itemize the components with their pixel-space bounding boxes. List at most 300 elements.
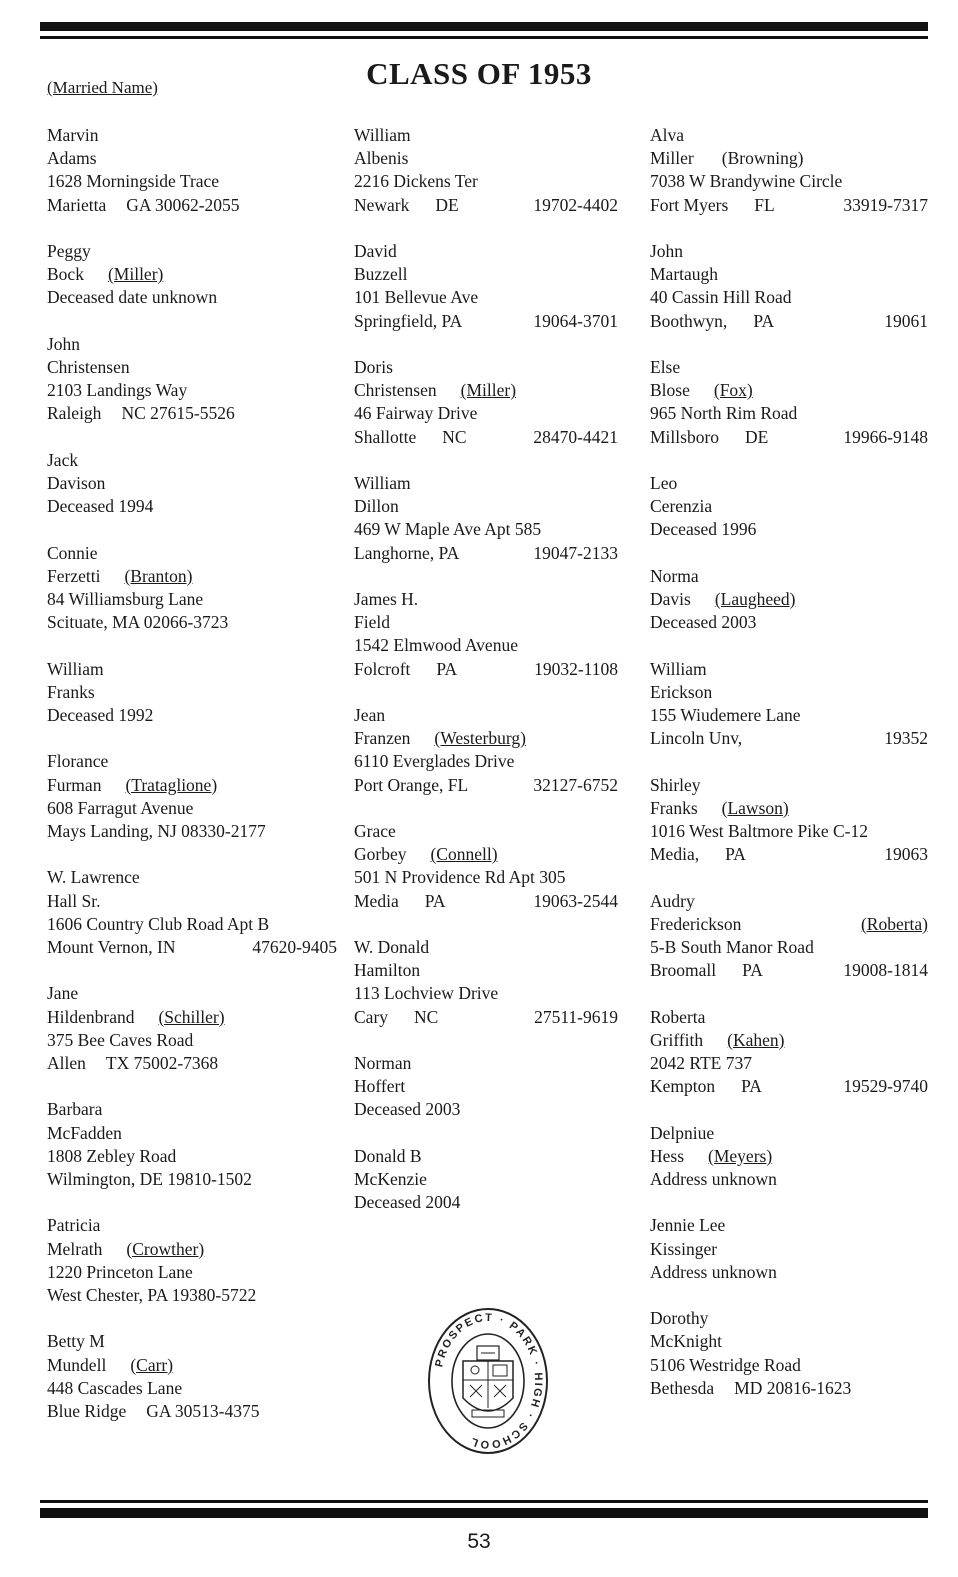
column-right <box>650 124 928 1423</box>
city-state-zip-line <box>47 1052 337 1075</box>
first-name: Jane <box>47 983 79 1004</box>
state: DE <box>745 426 769 447</box>
married-name: (Carr) <box>130 1354 174 1375</box>
first-name-line <box>47 240 337 263</box>
married-name: (Miller) <box>460 380 517 401</box>
last-name: Furman <box>47 774 102 795</box>
last-name-line <box>650 1330 928 1353</box>
city: Mount Vernon, IN <box>47 937 176 957</box>
last-name-line <box>47 1122 337 1145</box>
street-or-status: Address unknown <box>650 1261 777 1282</box>
last-name-line <box>354 495 618 518</box>
zip-code: 33919-7317 <box>843 194 928 215</box>
bottom-rule-thin <box>40 1500 928 1503</box>
first-name: John <box>650 241 684 261</box>
first-name: Donald B <box>354 1145 422 1166</box>
address-line <box>354 750 618 773</box>
first-name: Peggy <box>47 241 91 261</box>
first-name: Connie <box>47 542 98 563</box>
address-line <box>650 170 928 193</box>
city: Mays Landing, NJ 08330-2177 <box>47 821 266 841</box>
address-line <box>650 286 928 309</box>
street-or-status: 2103 Landings Way <box>47 380 188 401</box>
last-name-line <box>47 356 337 379</box>
alumni-entry <box>354 1145 618 1215</box>
last-name-line <box>47 890 337 913</box>
address-line <box>650 518 928 541</box>
married-name: (Fox) <box>713 380 753 401</box>
first-name: William <box>47 658 104 679</box>
alumni-entry <box>650 356 928 449</box>
first-name: Alva <box>650 125 685 145</box>
street-or-status: 84 Williamsburg Lane <box>47 589 204 609</box>
alumni-entry <box>47 658 337 728</box>
first-name-line <box>47 1098 337 1121</box>
last-name-line <box>354 843 618 866</box>
city: Kempton <box>650 1076 716 1097</box>
last-name: Dillon <box>354 496 399 517</box>
city-state-zip-line <box>354 1006 618 1029</box>
state: GA 30062-2055 <box>126 194 240 215</box>
city: Langhorne, PA <box>354 542 460 563</box>
first-name: Florance <box>47 751 109 772</box>
married-name: (Schiller) <box>158 1006 225 1027</box>
zip-code: 19032-1108 <box>534 658 618 679</box>
alumni-entry <box>354 704 618 797</box>
last-name: Hoffert <box>354 1076 406 1097</box>
address-line <box>650 402 928 425</box>
address-line <box>354 402 618 425</box>
first-name-line <box>47 750 337 773</box>
address-line <box>47 797 337 820</box>
zip-code: 28470-4421 <box>533 426 618 447</box>
first-name-line <box>650 774 928 797</box>
city-state-zip-line <box>650 310 928 333</box>
last-name: Blose <box>650 380 690 401</box>
street-or-status: 2216 Dickens Ter <box>354 171 478 192</box>
alumni-entry <box>47 1098 337 1191</box>
top-rule-thick <box>40 22 928 31</box>
last-name-line <box>47 1006 337 1029</box>
last-name-line <box>354 1168 618 1191</box>
first-name-line <box>354 240 618 263</box>
first-name: Dorothy <box>650 1308 709 1329</box>
last-name: Frederickson <box>650 913 742 934</box>
alumni-entry <box>354 936 618 1029</box>
first-name: James H. <box>354 589 419 609</box>
city-state-zip-line <box>650 194 928 217</box>
alumni-entry <box>47 542 337 635</box>
alumni-entry <box>354 356 618 449</box>
last-name: Buzzell <box>354 264 408 285</box>
street-or-status: Deceased 1994 <box>47 496 154 517</box>
alumni-entry <box>47 124 337 217</box>
alumni-entry <box>354 820 618 913</box>
last-name-line <box>354 727 618 750</box>
first-name-line <box>354 472 618 495</box>
first-name-line <box>650 890 928 913</box>
street-or-status: 965 North Rim Road <box>650 403 798 424</box>
alumni-entry <box>650 890 928 983</box>
last-name-line <box>47 147 337 170</box>
city: Boothwyn, <box>650 310 728 331</box>
last-name-line <box>354 147 618 170</box>
street-or-status: 501 N Providence Rd Apt 305 <box>354 867 566 888</box>
first-name: Patricia <box>47 1215 101 1236</box>
address-line <box>354 866 618 889</box>
first-name: Delpniue <box>650 1122 715 1143</box>
city: Blue Ridge <box>47 1401 127 1421</box>
address-line <box>47 286 337 309</box>
city: Lincoln Unv, <box>650 728 743 749</box>
married-name: (Kahen) <box>727 1029 785 1050</box>
first-name-line <box>650 1214 928 1237</box>
last-name-line <box>650 495 928 518</box>
state: NC <box>442 426 467 447</box>
city-state-zip-line <box>354 426 618 449</box>
last-name: Bock <box>47 264 84 285</box>
city-state-zip-line <box>47 1400 337 1423</box>
city-state-zip-line <box>354 310 618 333</box>
alumni-entry <box>650 1122 928 1192</box>
first-name-line <box>650 240 928 263</box>
street-or-status: 7038 W Brandywine Circle <box>650 171 843 192</box>
address-line <box>354 518 618 541</box>
first-name-line <box>650 658 928 681</box>
first-name-line <box>650 356 928 379</box>
address-line <box>47 170 337 193</box>
first-name-line <box>47 449 337 472</box>
city-state-zip-line <box>354 542 618 565</box>
top-rule-thin <box>40 36 928 39</box>
street-or-status: 5-B South Manor Road <box>650 937 814 957</box>
alumni-entry <box>47 1330 337 1423</box>
last-name: Gorbey <box>354 844 407 865</box>
street-or-status: 113 Lochview Drive <box>354 983 499 1004</box>
last-name-line <box>354 379 618 402</box>
first-name: William <box>354 473 411 493</box>
first-name: William <box>650 658 707 679</box>
first-name: David <box>354 241 397 261</box>
street-or-status: Deceased 1992 <box>47 705 154 725</box>
address-line <box>650 1168 928 1191</box>
address-line <box>47 1145 337 1168</box>
first-name-line <box>650 1006 928 1029</box>
last-name-line <box>354 1075 618 1098</box>
last-name-line <box>47 681 337 704</box>
street-or-status: 5106 Westridge Road <box>650 1354 801 1375</box>
last-name: Hess <box>650 1145 685 1166</box>
address-line <box>650 820 928 843</box>
city: West Chester, PA 19380-5722 <box>47 1285 257 1305</box>
first-name: Marvin <box>47 125 99 145</box>
city-state-zip-line <box>47 936 337 959</box>
street-or-status: 40 Cassin Hill Road <box>650 287 792 308</box>
married-name: (Roberta) <box>860 913 928 934</box>
seal-text: PROSPECT · PARK · HIGH · SCHOOL <box>433 1311 545 1451</box>
column-middle <box>354 124 618 1238</box>
address-line <box>47 588 337 611</box>
last-name: Erickson <box>650 681 713 702</box>
street-or-status: 101 Bellevue Ave <box>354 287 479 308</box>
first-name-line <box>354 820 618 843</box>
last-name-line <box>650 1145 928 1168</box>
zip-code: 19352 <box>884 728 928 749</box>
city: Scituate, MA 02066-3723 <box>47 612 229 633</box>
last-name-line <box>650 588 928 611</box>
alumni-entry <box>650 774 928 867</box>
last-name-line <box>354 959 618 982</box>
address-line <box>650 936 928 959</box>
first-name: Doris <box>354 357 393 377</box>
zip-code: 19529-9740 <box>843 1076 928 1097</box>
address-line <box>47 379 337 402</box>
last-name: Hall Sr. <box>47 890 101 911</box>
last-name-line <box>650 379 928 402</box>
first-name-line <box>650 1307 928 1330</box>
first-name: William <box>354 125 411 145</box>
city: Port Orange, FL <box>354 774 469 795</box>
address-line <box>47 704 337 727</box>
first-name-line <box>47 1330 337 1353</box>
first-name: W. Donald <box>354 937 430 957</box>
city-state-zip-line <box>650 727 928 750</box>
last-name: Davison <box>47 473 106 493</box>
street-or-status: 375 Bee Caves Road <box>47 1029 194 1050</box>
first-name: Shirley <box>650 774 701 795</box>
address-line <box>354 1098 618 1121</box>
state: FL <box>754 194 775 215</box>
first-name-line <box>47 658 337 681</box>
city-state-zip-line <box>47 1168 337 1191</box>
zip-code: 32127-6752 <box>533 774 618 795</box>
first-name: Jennie Lee <box>650 1215 726 1236</box>
street-or-status: 1628 Morningside Trace <box>47 171 220 192</box>
first-name-line <box>650 1122 928 1145</box>
school-seal-icon <box>427 1306 549 1456</box>
last-name: McKenzie <box>354 1169 427 1189</box>
alumni-entry <box>47 750 337 843</box>
married-name: (Browning) <box>721 148 804 169</box>
last-name: Christensen <box>354 380 437 401</box>
zip-code: 19064-3701 <box>533 310 618 331</box>
address-line <box>47 913 337 936</box>
state: PA <box>741 1076 762 1097</box>
last-name: Hildenbrand <box>47 1006 135 1027</box>
married-name: (Crowther) <box>126 1238 205 1259</box>
alumni-entry <box>650 1307 928 1400</box>
state: DE <box>435 194 459 215</box>
last-name-line <box>47 565 337 588</box>
street-or-status: 1220 Princeton Lane <box>47 1261 193 1282</box>
zip-code: 19008-1814 <box>843 960 928 981</box>
alumni-entry <box>354 124 618 217</box>
first-name-line <box>354 1145 618 1168</box>
married-name: (Miller) <box>107 264 164 285</box>
alumni-entry <box>354 1052 618 1122</box>
first-name-line <box>47 542 337 565</box>
street-or-status: Deceased 2003 <box>650 612 757 633</box>
city-state-zip-line <box>47 820 337 843</box>
bottom-rule-thick <box>40 1508 928 1518</box>
last-name-line <box>650 913 928 936</box>
last-name: Miller <box>650 148 694 169</box>
first-name: John <box>47 333 81 354</box>
last-name-line <box>650 681 928 704</box>
state: PA <box>424 890 446 911</box>
last-name: Adams <box>47 148 97 169</box>
last-name: Hamilton <box>354 960 421 981</box>
city: Wilmington, DE 19810-1502 <box>47 1169 252 1189</box>
street-or-status: Deceased 2004 <box>354 1192 461 1213</box>
state: NC 27615-5526 <box>121 403 235 424</box>
married-name: (Westerburg) <box>434 728 526 749</box>
column-left <box>47 124 337 1446</box>
married-name: (Lawson) <box>721 797 789 818</box>
state: PA <box>725 844 746 865</box>
city: Shallotte <box>354 426 417 447</box>
first-name-line <box>47 982 337 1005</box>
married-name: (Branton) <box>124 565 193 586</box>
alumni-entry <box>650 472 928 542</box>
address-line <box>650 1354 928 1377</box>
last-name-line <box>650 263 928 286</box>
street-or-status: 6110 Everglades Drive <box>354 751 515 772</box>
alumni-entry <box>47 866 337 959</box>
last-name: Franks <box>47 681 95 702</box>
street-or-status: 1016 West Baltmore Pike C-12 <box>650 821 868 841</box>
last-name: Franzen <box>354 728 411 749</box>
zip-code: 19061 <box>884 310 928 331</box>
last-name: Cerenzia <box>650 496 713 517</box>
state: PA <box>742 960 763 981</box>
city: Newark <box>354 194 410 215</box>
last-name-line <box>354 263 618 286</box>
last-name: Field <box>354 612 390 633</box>
street-or-status: Deceased date unknown <box>47 287 218 308</box>
first-name: Roberta <box>650 1006 706 1027</box>
city: Cary <box>354 1006 389 1027</box>
last-name: McFadden <box>47 1122 122 1143</box>
address-line <box>354 170 618 193</box>
first-name-line <box>47 333 337 356</box>
city-state-zip-line <box>47 1284 337 1307</box>
married-name: (Meyers) <box>708 1145 773 1166</box>
street-or-status: 469 W Maple Ave Apt 585 <box>354 519 542 540</box>
city: Allen <box>47 1053 86 1073</box>
address-line <box>354 1191 618 1214</box>
address-line <box>354 634 618 657</box>
first-name-line <box>650 124 928 147</box>
city-state-zip-line <box>354 890 618 913</box>
zip-code: 19966-9148 <box>843 426 928 447</box>
married-name: (Laugheed) <box>714 589 796 609</box>
last-name: McKnight <box>650 1331 722 1352</box>
state: PA <box>753 310 775 331</box>
svg-text:PROSPECT · PARK · HIGH · SCHOO <box>433 1312 544 1450</box>
state: TX 75002-7368 <box>105 1053 219 1073</box>
state: PA <box>436 658 458 679</box>
first-name: Jack <box>47 449 79 470</box>
city: Broomall <box>650 960 717 981</box>
first-name: Grace <box>354 821 396 841</box>
first-name-line <box>354 1052 618 1075</box>
married-name: (Trataglione) <box>125 774 218 795</box>
last-name-line <box>47 263 337 286</box>
first-name-line <box>354 936 618 959</box>
married-name-label: (Married Name) <box>47 78 158 97</box>
first-name: Leo <box>650 473 678 493</box>
first-name: Norman <box>354 1053 412 1073</box>
city-state-zip-line <box>650 843 928 866</box>
city: Media, <box>650 844 700 865</box>
street-or-status: Deceased 2003 <box>354 1099 461 1120</box>
zip-code: 19702-4402 <box>533 194 618 215</box>
street-or-status: 46 Fairway Drive <box>354 403 478 424</box>
last-name-line <box>354 611 618 634</box>
last-name: Griffith <box>650 1029 704 1050</box>
city-state-zip-line <box>650 1075 928 1098</box>
first-name-line <box>650 472 928 495</box>
alumni-entry <box>354 588 618 681</box>
state: GA 30513-4375 <box>146 1401 260 1421</box>
last-name: Albenis <box>354 148 409 169</box>
first-name: Betty M <box>47 1331 105 1352</box>
page-number: 53 <box>467 1530 491 1553</box>
street-or-status: 155 Wiudemere Lane <box>650 705 801 725</box>
last-name: Christensen <box>47 357 130 377</box>
street-or-status: 2042 RTE 737 <box>650 1053 753 1073</box>
last-name: Franks <box>650 797 698 818</box>
first-name-line <box>47 124 337 147</box>
last-name: Ferzetti <box>47 565 101 586</box>
city-state-zip-line <box>650 1377 928 1400</box>
city: Springfield, PA <box>354 310 463 331</box>
last-name-line <box>47 774 337 797</box>
first-name: Norma <box>650 565 699 586</box>
street-or-status: Address unknown <box>650 1169 777 1189</box>
street-or-status: 1542 Elmwood Avenue <box>354 635 518 656</box>
last-name: Martaugh <box>650 264 719 285</box>
last-name: Melrath <box>47 1238 103 1259</box>
first-name: Audry <box>650 890 695 911</box>
last-name: Mundell <box>47 1354 107 1375</box>
first-name-line <box>47 866 337 889</box>
city: Fort Myers <box>650 194 729 215</box>
alumni-entry <box>47 449 337 519</box>
married-name: (Connell) <box>430 844 498 865</box>
alumni-entry <box>47 1214 337 1307</box>
city: Marietta <box>47 194 107 215</box>
city-state-zip-line <box>354 658 618 681</box>
last-name-line <box>47 472 337 495</box>
last-name-line <box>650 797 928 820</box>
address-line <box>650 704 928 727</box>
city: Bethesda <box>650 1377 715 1398</box>
first-name: W. Lawrence <box>47 867 140 888</box>
address-line <box>47 1261 337 1284</box>
alumni-entry <box>354 240 618 333</box>
alumni-entry <box>650 565 928 635</box>
first-name-line <box>354 588 618 611</box>
first-name-line <box>354 356 618 379</box>
address-line <box>47 1377 337 1400</box>
city: Folcroft <box>354 658 411 679</box>
city: Media <box>354 890 399 911</box>
street-or-status: 1808 Zebley Road <box>47 1145 177 1166</box>
zip-code: 19063 <box>884 844 928 865</box>
alumni-entry <box>650 124 928 217</box>
